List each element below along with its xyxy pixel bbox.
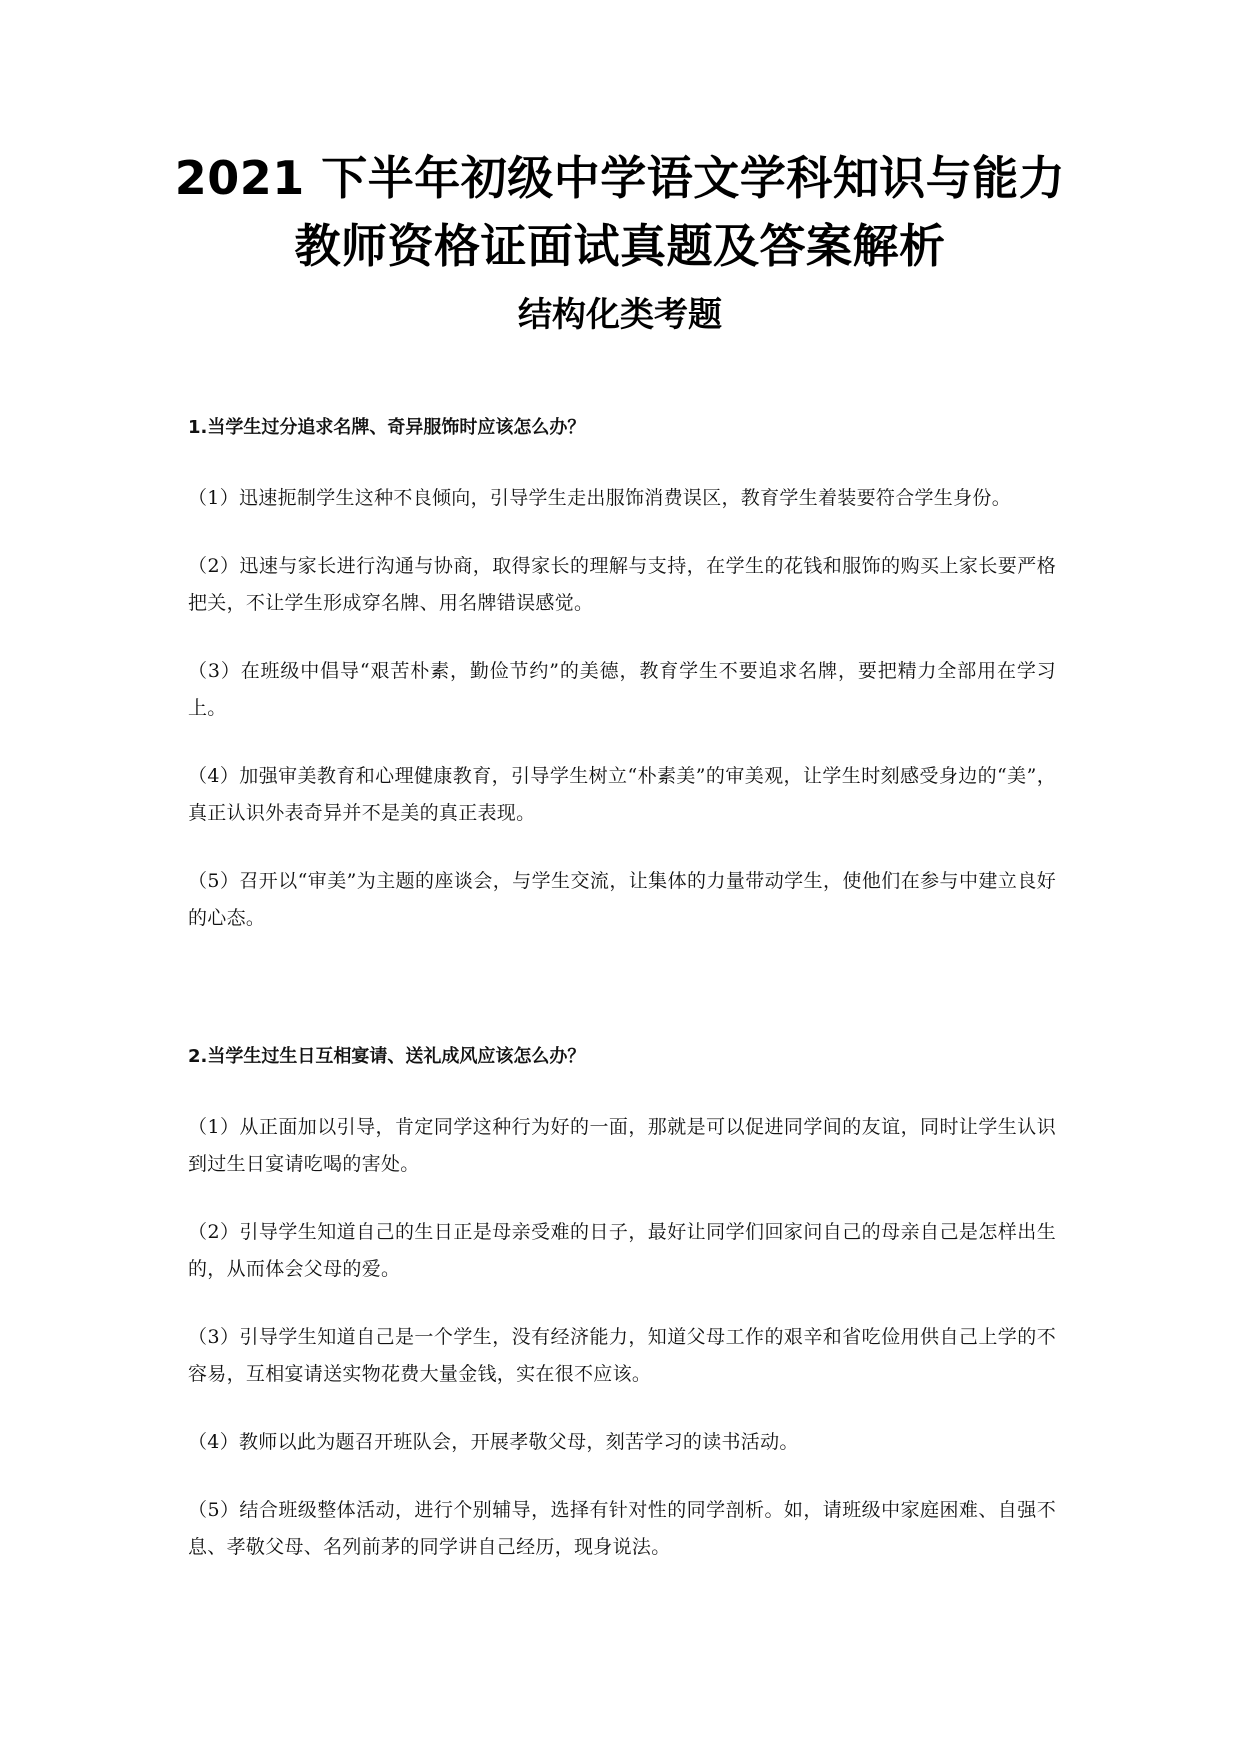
question-section-2 — [188, 1039, 1056, 1566]
question-section-1 — [188, 410, 1056, 937]
question-heading: 1.当学生过分追求名牌、奇异服饰时应该怎么办？ — [188, 417, 586, 438]
document-body — [188, 410, 1056, 1566]
answer-paragraph: （3）在班级中倡导“艰苦朴素，勤俭节约”的美德，教育学生不要追求名牌，要把精力全部用在学习上。 — [188, 660, 1056, 719]
answer-paragraph: （4）教师以此为题召开班队会，开展孝敬父母，刻苦学习的读书活动。 — [188, 1431, 799, 1453]
question-heading: 2.当学生过生日互相宴请、送礼成风应该怎么办？ — [188, 1046, 586, 1067]
answer-paragraph: （4）加强审美教育和心理健康教育，引导学生树立“朴素美”的审美观，让学生时刻感受身边的“美”，真正认识外表奇异并不是美的真正表现。 — [188, 765, 1056, 824]
document-title-line-2: 教师资格证面试真题及答案解析 — [294, 219, 946, 273]
answer-paragraph: （1）迅速扼制学生这种不良倾向，引导学生走出服饰消费误区，教育学生着装要符合学生身份。 — [188, 487, 1011, 509]
answer-paragraph: （5）结合班级整体活动，进行个别辅导，选择有针对性的同学剖析。如，请班级中家庭困难、自强不息、孝敬父母、名列前茅的同学讲自己经历，现身说法。 — [188, 1499, 1056, 1558]
answer-paragraph: （2）引导学生知道自己的生日正是母亲受难的日子，最好让同学们回家问自己的母亲自己是怎样出生的，从而体会父母的爱。 — [188, 1221, 1056, 1280]
title-block — [0, 148, 1240, 338]
answer-paragraph: （1）从正面加以引导，肯定同学这种行为好的一面，那就是可以促进同学间的友谊，同时让学生认识到过生日宴请吃喝的害处。 — [188, 1116, 1056, 1175]
answer-paragraph: （3）引导学生知道自己是一个学生，没有经济能力，知道父母工作的艰辛和省吃俭用供自己上学的不容易，互相宴请送实物花费大量金钱，实在很不应该。 — [188, 1326, 1056, 1385]
document-title-line-1: 2021 下半年初级中学语文学科知识与能力 — [174, 151, 1066, 205]
document-subtitle: 结构化类考题 — [518, 295, 722, 335]
answer-paragraph: （2）迅速与家长进行沟通与协商，取得家长的理解与支持，在学生的花钱和服饰的购买上家长要严格把关，不让学生形成穿名牌、用名牌错误感觉。 — [188, 555, 1056, 614]
answer-paragraph: （5）召开以“审美”为主题的座谈会，与学生交流，让集体的力量带动学生，使他们在参与中建立良好的心态。 — [188, 870, 1056, 929]
